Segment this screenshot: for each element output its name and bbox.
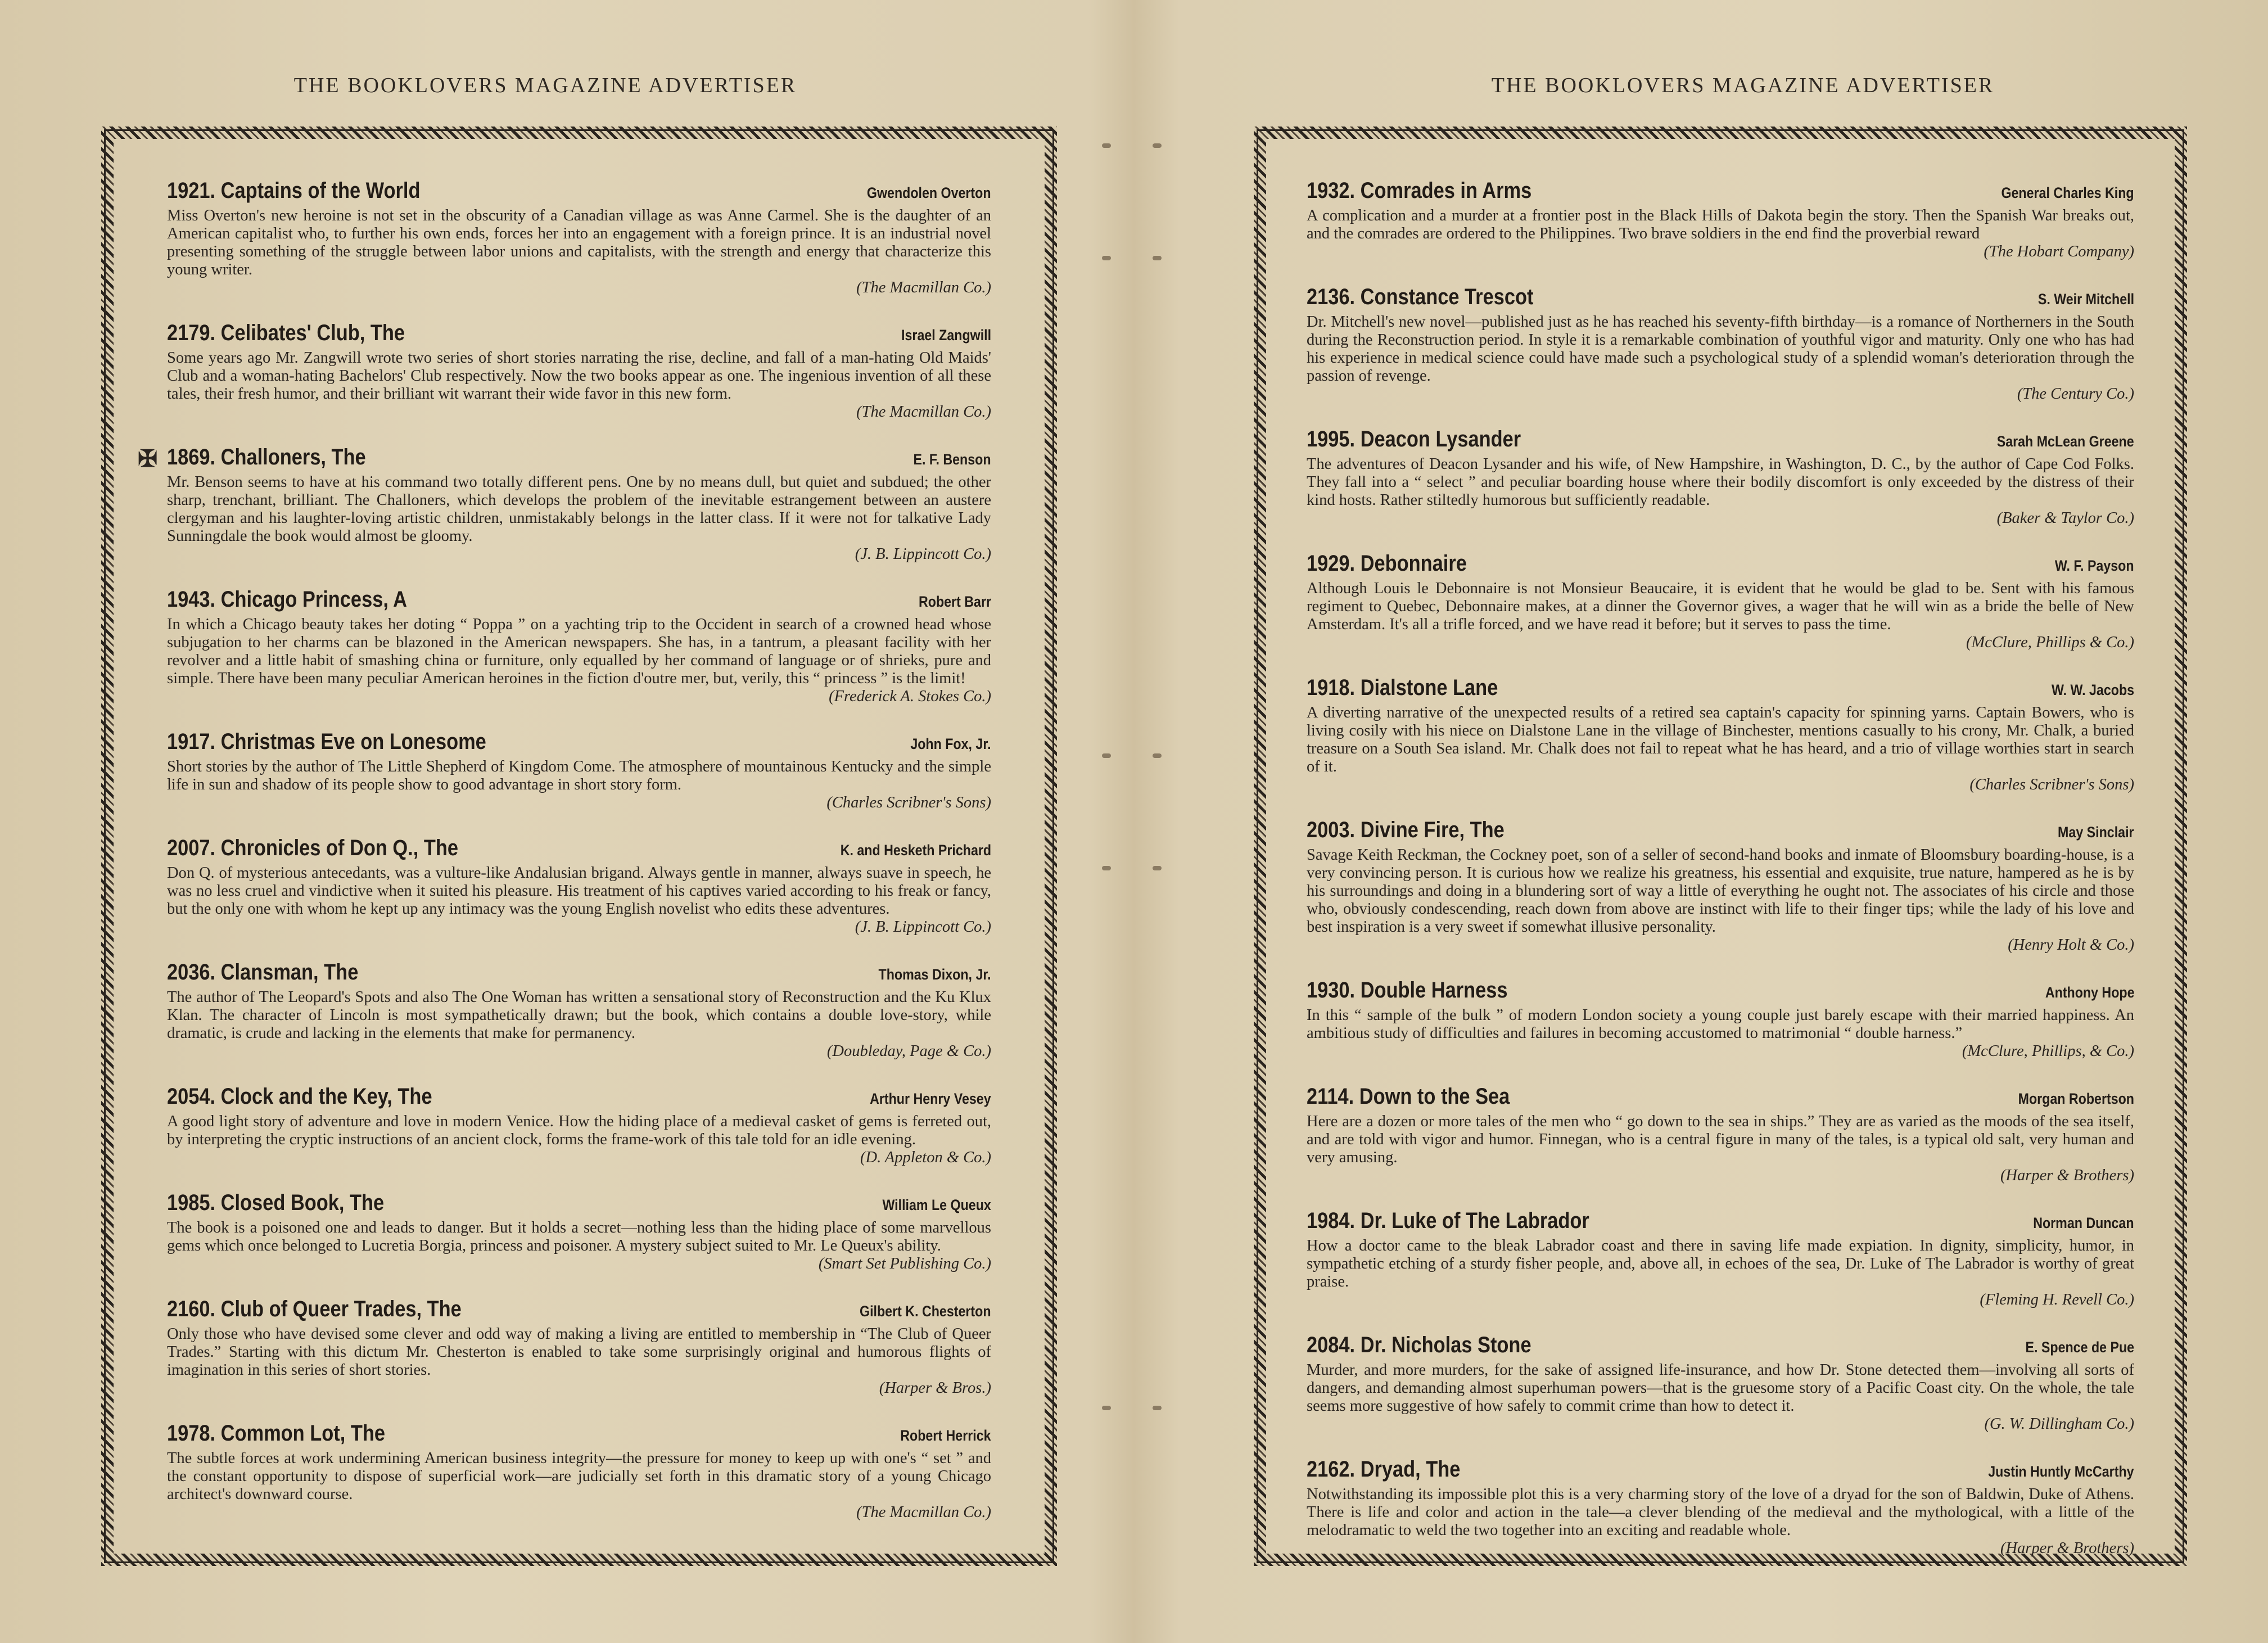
book-entry <box>1307 1084 2134 1185</box>
entry-header <box>167 1421 991 1446</box>
book-author: May Sinclair <box>2058 824 2134 841</box>
entry-header <box>1307 978 2134 1003</box>
entry-header <box>1307 1208 2134 1234</box>
book-entry <box>167 960 991 1060</box>
book-title: 2160. Club of Queer Trades, The <box>167 1297 462 1321</box>
book-publisher: (J. B. Lippincott Co.) <box>855 545 991 563</box>
book-entry <box>167 321 991 421</box>
book-entry <box>1307 178 2134 261</box>
book-entry <box>1307 427 2134 527</box>
book-publisher: (Frederick A. Stokes Co.) <box>829 688 991 705</box>
entry-header <box>1307 551 2134 576</box>
book-title: 1985. Closed Book, The <box>167 1190 385 1215</box>
book-publisher: (J. B. Lippincott Co.) <box>855 918 991 936</box>
entry-header <box>167 1297 991 1322</box>
book-author: W. F. Payson <box>2055 557 2134 574</box>
book-publisher: (Harper & Bros.) <box>879 1379 991 1397</box>
book-author: John Fox, Jr. <box>910 735 991 752</box>
book-entry <box>1307 1457 2134 1558</box>
book-author: Robert Barr <box>918 593 991 610</box>
decorative-border <box>1254 127 2187 1566</box>
book-author: E. F. Benson <box>913 451 991 468</box>
book-publisher: (Harper & Brothers) <box>2000 1540 2134 1557</box>
book-entry <box>1307 818 2134 954</box>
book-publisher: (The Macmillan Co.) <box>856 279 991 296</box>
running-head: THE BOOKLOVERS MAGAZINE ADVERTISER <box>293 74 797 97</box>
book-publisher: (The Hobart Company) <box>1984 243 2134 260</box>
entry-header <box>1307 1457 2134 1482</box>
book-title: 1943. Chicago Princess, A <box>167 587 408 612</box>
book-description: Short stories by the author of The Little Shepherd of Kingdom Come. The atmosphere of mountainous Kentucky and the simple life in sun and shadow of its people show to good advantage in short story form. <box>167 758 991 793</box>
book-publisher: (McClure, Phillips, & Co.) <box>1962 1042 2134 1060</box>
decorative-border <box>101 127 1057 1566</box>
entry-header <box>1307 1084 2134 1109</box>
book-description: The subtle forces at work undermining American business integrity—the pressure for money to keep up with one's “ set ” and the constant opportunity to dispose of superficial work—are judicially set forth in this dramatic story of a young Chicago architect's downward course. <box>167 1450 991 1503</box>
book-entry <box>1307 1333 2134 1433</box>
book-description: How a doctor came to the bleak Labrador coast and there in saving life made expiation. In dignity, simplicity, humor, in sympathetic etching of a sturdy fisher people, and, above all, in echoes of the sea, Dr. Luke of The Labrador is worthy of great praise. <box>1307 1237 2134 1290</box>
entry-header <box>167 587 991 612</box>
book-description: A complication and a murder at a frontier post in the Black Hills of Dakota begin the story. Then the Spanish War breaks out, and the comrades are ordered to the Philippines. Two brave soldiers in the end find the proverbial reward <box>1307 207 2134 242</box>
book-publisher: (McClure, Phillips & Co.) <box>1966 634 2134 651</box>
entry-header <box>167 960 991 985</box>
entry-header <box>167 836 991 861</box>
book-title: 2162. Dryad, The <box>1307 1457 1461 1482</box>
book-author: K. and Hesketh Prichard <box>840 842 991 859</box>
entry-header <box>1307 1333 2134 1358</box>
book-title: 2054. Clock and the Key, The <box>167 1084 432 1109</box>
book-author: Arthur Henry Vesey <box>870 1090 991 1107</box>
entry-header <box>1307 178 2134 204</box>
book-publisher: (The Century Co.) <box>2017 385 2134 403</box>
book-title: 1932. Comrades in Arms <box>1307 178 1532 203</box>
book-title: 1930. Double Harness <box>1307 978 1508 1003</box>
book-publisher: (Charles Scribner's Sons) <box>826 794 991 811</box>
book-publisher: (Henry Holt & Co.) <box>2008 936 2134 954</box>
book-description: A diverting narrative of the unexpected results of a retired sea captain's capacity for spinning yarns. Captain Bowers, who is living cosily with his niece on Dialstone Lane in the village of Binchester, mentions casually to his crony, Mr. Chalk, a buried treasure on a South Sea island. Mr. Chalk does not fail to repeat what he has heard, and a trio of village worthies start in search of it. <box>1307 704 2134 775</box>
book-author: Justin Huntly McCarthy <box>1988 1463 2134 1480</box>
book-publisher: (Charles Scribner's Sons) <box>1969 776 2134 793</box>
book-title: 1869. Challoners, The <box>167 445 366 470</box>
book-title: 2003. Divine Fire, The <box>1307 818 1505 842</box>
book-entry <box>167 587 991 706</box>
book-description: The book is a poisoned one and leads to danger. But it holds a secret—nothing less than the hiding place of some marvellous gems which once belonged to Lucretia Borgia, princess and poisoner. A mystery subject suited to Mr. Le Queux's ability. <box>167 1219 991 1254</box>
book-description: Dr. Mitchell's new novel—published just as he has reached his seventy-fifth birthday—is a romance of Northerners in the South during the Reconstruction period. In style it is a remarkable combination of youthful vigor and maturity. Only one who has had his experience in medical science could have made such a psychological study of a splendid woman's deterioration through the passion of revenge. <box>1307 313 2134 385</box>
entry-header <box>167 445 991 470</box>
book-author: Morgan Robertson <box>2018 1090 2134 1107</box>
book-description: The adventures of Deacon Lysander and his wife, of New Hampshire, in Washington, D. C., by the author of Cape Cod Folks. They fall into a “ select ” and peculiar boarding house where their bodily discomfort is only exceeded by the distress of their kind hosts. Rather stiltedly humorous but sufficiently readable. <box>1307 455 2134 509</box>
book-author: Thomas Dixon, Jr. <box>878 966 991 983</box>
book-publisher: (Harper & Brothers) <box>2000 1167 2134 1184</box>
book-author: Gwendolen Overton <box>867 184 991 201</box>
book-title: 2036. Clansman, The <box>167 960 359 985</box>
book-title: 2114. Down to the Sea <box>1307 1084 1510 1109</box>
book-entry <box>167 1084 991 1167</box>
book-author: Anthony Hope <box>2045 984 2134 1001</box>
book-title: 2007. Chronicles of Don Q., The <box>167 836 459 860</box>
book-title: 1918. Dialstone Lane <box>1307 675 1498 700</box>
book-entries-list <box>1307 178 2134 1581</box>
book-entry <box>167 836 991 936</box>
book-description: A good light story of adventure and love in modern Venice. How the hiding place of a medieval casket of gems is ferreted out, by interpreting the cryptic instructions of an ancient clock, forms the frame-work of this tale told for an idle evening. <box>167 1113 991 1148</box>
book-title: 1984. Dr. Luke of The Labrador <box>1307 1208 1589 1233</box>
book-entry <box>167 178 991 297</box>
book-author: E. Spence de Pue <box>2025 1339 2134 1356</box>
book-publisher: (D. Appleton & Co.) <box>860 1149 991 1166</box>
book-publisher: (Doubleday, Page & Co.) <box>826 1042 991 1060</box>
book-description: Don Q. of mysterious antecedants, was a vulture-like Andalusian brigand. Always gentle in manner, always suave in speech, he was no less cruel and vindictive when it suited his pleasure. His treatment of his captives varied according to his freak or fancy, but the only one with whom he kept up any intimacy was the young English novelist who edits these adventures. <box>167 864 991 918</box>
book-description: Notwithstanding its impossible plot this is a very charming story of the love of a dryad for the son of Baldwin, Duke of Athens. There is life and color and action in the tale—a clever blending of the medieval and the mythological, with a little of the melodramatic to weld the two together into an exciting and readable whole. <box>1307 1486 2134 1539</box>
book-entry <box>167 1421 991 1522</box>
book-description: In which a Chicago beauty takes her doting “ Poppa ” on a yachting trip to the Occident in search of a crowned head whose subjugation to her charms can be blazoned in the American newspapers. She has, in a tantrum, a pleasant facility with her revolver and a little habit of smashing china or furniture, only equalled by her command of language or of shrieks, pure and simple. There have been many peculiar American heroines in the fiction d'outre mer, but, verily, this “ princess ” is the limit! <box>167 616 991 687</box>
book-entry <box>167 1190 991 1273</box>
book-author: W. W. Jacobs <box>2051 681 2134 698</box>
book-title: 1921. Captains of the World <box>167 178 421 203</box>
book-title: 1917. Christmas Eve on Lonesome <box>167 729 486 754</box>
left-page <box>73 0 1141 1643</box>
book-publisher: (The Macmillan Co.) <box>856 403 991 421</box>
book-author: Israel Zangwill <box>901 327 991 344</box>
cross-marker-icon: ✠ <box>138 446 158 472</box>
book-title: 2136. Constance Trescot <box>1307 285 1534 309</box>
entry-header <box>167 729 991 755</box>
book-description: In this “ sample of the bulk ” of modern London society a young couple just barely escape with their married happiness. An ambitious study of difficulties and failures in becoming accustomed to matrimonial “ double harness.” <box>1307 1006 2134 1042</box>
book-title: 2179. Celibates' Club, The <box>167 321 405 345</box>
book-author: Gilbert K. Chesterton <box>860 1303 991 1320</box>
book-entry <box>167 729 991 812</box>
running-head: THE BOOKLOVERS MAGAZINE ADVERTISER <box>1491 74 1995 97</box>
book-entry <box>1307 1208 2134 1309</box>
book-publisher: (Baker & Taylor Co.) <box>1996 509 2134 527</box>
book-description: Although Louis le Debonnaire is not Monsieur Beaucaire, it is evident that he would be glad to be. Sent with his famous regiment to Quebec, Debonnaire makes, at a dinner the Governor gives, a wager that he will win as a bride the belle of New Amsterdam. It's all a trifle forced, and we have read it before; but it serves to pass the time. <box>1307 580 2134 633</box>
book-description: Murder, and more murders, for the sake of assigned life-insurance, and how Dr. Stone detected them—involving all sorts of dangers, and demanding almost superhuman powers—that is the gruesome story of a Pacific Coast city. On the whole, the tale seems more suggestive of how safely to commit crime than how to detect it. <box>1307 1361 2134 1415</box>
right-page <box>1226 0 2268 1643</box>
book-publisher: (Fleming H. Revell Co.) <box>1980 1291 2134 1308</box>
book-entries-list <box>138 178 991 1545</box>
book-publisher: (The Macmillan Co.) <box>856 1504 991 1521</box>
entry-header <box>167 178 991 204</box>
book-entry <box>1307 675 2134 794</box>
book-description: Savage Keith Reckman, the Cockney poet, son of a seller of second-hand books and inmate of Bloomsbury boarding-house, is a very convincing person. It is curious how we realize his greatness, his essential and exquisite, true nature, hampered as he is by his surroundings and doing in a blundering sort of way a little of everything he ought not. The associates of his circle and those who, obviously condescending, reach down from above are instinct with life to their finger tips; while the lady of his love and best inspiration is a very sweet if somewhat illusive personality. <box>1307 846 2134 936</box>
book-description: Some years ago Mr. Zangwill wrote two series of short stories narrating the rise, decline, and fall of a man-hating Old Maids' Club and a woman-hating Bachelors' Club respectively. Now the two books appear as one. The ingenious invention of all these tales, their fresh humor, and their brilliant wit warrant their wide favor in this new form. <box>167 349 991 403</box>
book-author: Sarah McLean Greene <box>1997 433 2134 450</box>
book-description: The author of The Leopard's Spots and also The One Woman has written a sensational story of Reconstruction and the Ku Klux Klan. The character of Lincoln is most sympathetically drawn; but the book, which contains a double love-story, while dramatic, is crude and lacking in the elements that make for permanency. <box>167 988 991 1042</box>
book-publisher: (Smart Set Publishing Co.) <box>818 1255 991 1272</box>
book-title: 1995. Deacon Lysander <box>1307 427 1521 452</box>
book-author: S. Weir Mitchell <box>2037 291 2134 308</box>
book-author: Norman Duncan <box>2033 1215 2134 1231</box>
book-author: General Charles King <box>2001 184 2134 201</box>
book-entry <box>1307 285 2134 403</box>
entry-header <box>1307 285 2134 310</box>
book-description: Here are a dozen or more tales of the men who “ go down to the sea in ships.” They are as varied as the moods of the sea itself, and are told with vigor and humor. Finnegan, who is a central figure in many of the tales, is a typical old salt, very human and very amusing. <box>1307 1113 2134 1166</box>
book-author: Robert Herrick <box>900 1427 991 1444</box>
entry-header <box>1307 675 2134 701</box>
entry-header <box>167 1190 991 1216</box>
book-description: Only those who have devised some clever and odd way of making a living are entitled to membership in “The Club of Queer Trades.” Starting with this dictum Mr. Chesterton is enabled to take some surprisingly original and humorous flights of imagination in this series of short stories. <box>167 1325 991 1379</box>
book-entry <box>1307 978 2134 1060</box>
entry-header <box>167 1084 991 1109</box>
entry-header <box>1307 427 2134 452</box>
book-description: Mr. Benson seems to have at his command two totally different pens. One by no means dull, but quiet and subdued; the other sharp, trenchant, brilliant. The Challoners, which develops the problem of the inevitable estrangement between an austere clergyman and his laughter-loving artistic children, unmistakably belongs in the latter class. If it were not for talkative Lady Sunningdale the book would almost be gloomy. <box>167 473 991 545</box>
entry-header <box>1307 818 2134 843</box>
book-author: William Le Queux <box>882 1197 991 1213</box>
book-publisher: (G. W. Dillingham Co.) <box>1984 1415 2134 1433</box>
book-title: 1929. Debonnaire <box>1307 551 1467 576</box>
entry-header <box>167 321 991 346</box>
book-description: Miss Overton's new heroine is not set in the obscurity of a Canadian village as was Anne Carmel. She is the daughter of an American capitalist who, to further his own ends, forces her into an engagement with a foreign prince. It is an industrial novel presenting something of the struggle between labor unions and capitalists, with the strength and energy that characterize this young writer. <box>167 207 991 278</box>
book-title: 1978. Common Lot, The <box>167 1421 386 1446</box>
book-entry <box>1307 551 2134 652</box>
book-title: 2084. Dr. Nicholas Stone <box>1307 1333 1531 1357</box>
book-entry <box>167 1297 991 1397</box>
book-entry <box>138 445 991 563</box>
